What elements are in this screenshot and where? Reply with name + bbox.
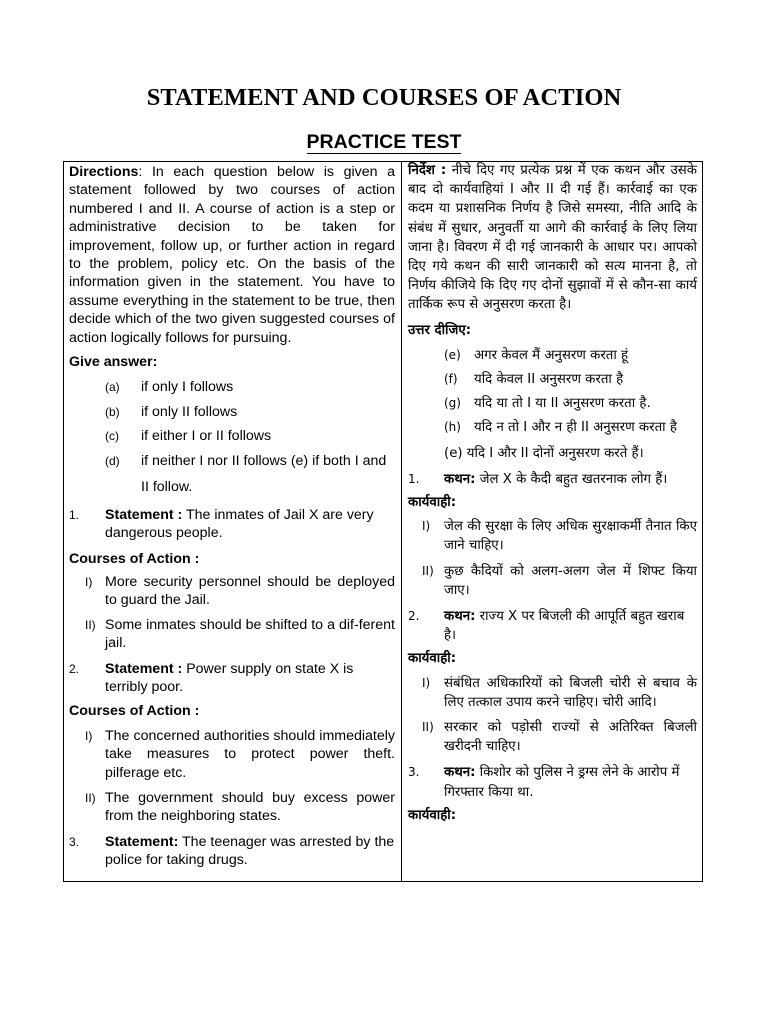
action-item [69,789,395,826]
statement-label: Statement : [105,506,183,523]
statement-number: 1. [69,507,80,522]
option-text: यदि केवल II अनुसरण करता है [474,372,624,388]
statement-number: 3. [408,765,420,780]
action-text: सरकार को पड़ोसी राज्यों से अतिरिक्त बिजली खरीदनी चाहिए। [444,720,697,755]
statement-label: कथन: [444,765,476,781]
statement-text: The teenager was arrested by the police for taking drugs. [105,833,395,869]
give-answer-heading: Give answer: [69,354,158,371]
action-item-hindi [408,718,697,756]
statement-number: 2. [69,661,80,676]
answer-option [69,378,395,396]
statement-2-hindi [408,607,697,645]
option-key: (f) [444,372,458,387]
option-text: if only II follows [141,403,238,420]
directions-paragraph [69,163,395,347]
give-answer-heading-hindi: उत्तर दीजिए: [408,322,472,338]
statement-3 [69,833,395,870]
option-key: (d) [105,453,120,468]
action-heading-hindi: कार्यवाही: [408,651,457,667]
action-text: The concerned authorities should immediately take measures to protect power theft. pilferage etc. [105,727,395,781]
option-text: यदि या तो I या II अनुसरण करता है. [474,396,651,412]
option-key: (e) [444,347,461,362]
statement-text: The inmates of Jail X are very dangerous people. [105,506,374,542]
directions-label: Directions [69,164,139,180]
statement-number: 2. [408,609,420,624]
option-text: यदि न तो I और न ही II अनुसरण करता है [474,420,677,436]
courses-of-action-heading: Courses of Action : [69,703,200,720]
action-number: II) [422,563,434,578]
option-e-hindi: (e) यदि I और II दोनों अनुसरण करते हैं। [444,445,644,461]
action-number: I) [85,574,93,589]
page-title: STATEMENT AND COURSES OF ACTION [146,84,622,111]
answer-option-hindi [408,370,697,389]
statement-text: किशोर को पुलिस ने ड्रग्स लेने के आरोप में गिरफ्तार किया था. [444,765,680,800]
action-number: I) [422,675,431,690]
answer-option [69,427,395,445]
directions-paragraph-hindi [408,161,697,315]
page-subtitle [0,131,768,154]
option-text: अगर केवल मैं अनुसरण करता हूं [474,347,629,363]
hindi-column [408,161,697,825]
directions-text-hindi: नीचे दिए गए प्रत्येक प्रश्न में एक कथन और उसके बाद दो कार्यवाहियां I और II दी गई हैं। कार्रवाई का एक कदम या प्रशासनिक निर्णय है जिसे समस्या, नीति आदि के संबंध में सुधार, अनुवर्ती या आगे की कार्रवाई के लिए लिया जाना है। विवरण में दी गई जानकारी के आधार पर। आपको दिए गये कथन की सारी जानकारी को सत्य मानना है, तो निर्णय कीजिये कि दिए गए दोनों सुझावों में से कौन-सा कार्य तार्किक रूप से अनुसरण करता है। [408,163,697,313]
statement-3-hindi [408,763,697,801]
option-key: (h) [444,420,461,435]
answer-option [69,403,395,421]
statement-1 [69,506,395,543]
action-heading-hindi: कार्यवाही: [408,495,457,511]
statement-number: 1. [408,471,420,486]
action-item [69,616,395,653]
action-number: I) [422,519,431,534]
statement-number: 3. [69,834,80,849]
answer-option [69,448,395,500]
action-text: Some inmates should be shifted to a dif-ferent jail. [105,616,395,652]
statement-text: राज्य X पर बिजली की आपूर्ति बहुत खराब है। [444,609,685,644]
action-number: II) [85,617,96,632]
statement-text: Power supply on state X is terribly poor. [105,660,354,695]
english-column [69,161,395,870]
statement-label: कथन: [444,609,476,625]
action-text: कुछ कैदियों को अलग-अलग जेल में शिफ्ट किया जाए। [444,563,697,598]
option-text: if either I or II follows [141,428,272,445]
option-key: (g) [444,396,461,411]
option-text: if neither I nor II follows (e) if both I and II follow. [141,452,387,495]
statement-1-hindi [408,470,697,489]
column-divider [401,161,402,882]
action-item-hindi [408,562,697,600]
action-item-hindi [408,517,697,555]
directions-label-hindi: निर्देश : [408,163,447,178]
action-heading-hindi: कार्यवाही: [408,807,457,823]
option-key: (a) [105,380,120,395]
option-key: (b) [105,404,120,419]
directions-text: : In each question below is given a statement followed by two courses of action numbered I and II. A course of action is a step or administrative decision to be taken for improvement, follow up, or further action in regard to the problem, policy etc. On the basis of the information given in the statement. You have to assume everything in the statement to be true, then decide which of the two given suggested courses of action logically follows for pursuing. [69,164,395,346]
option-text: if only I follows [141,379,234,396]
subtitle-text: PRACTICE TEST [306,131,462,153]
action-number: II) [85,790,96,805]
answer-option-hindi [408,418,697,437]
statement-label: Statement: [105,833,179,850]
action-text: संबंधित अधिकारियों को बिजली चोरी से बचाव के लिए तत्काल उपाय करने चाहिए। चोरी आदि। [444,675,697,710]
action-text: More security personnel should be deployed to guard the Jail. [105,573,395,609]
action-number: I) [85,728,93,743]
statement-text: जेल X के कैदी बहुत खतरनाक लोग हैं। [475,471,668,487]
answer-option-hindi [408,346,697,365]
courses-of-action-heading: Courses of Action : [69,550,200,567]
statement-2 [69,660,395,697]
action-number: II) [422,720,434,735]
answer-option-hindi [408,394,697,413]
statement-label: Statement : [105,660,183,677]
action-text: जेल की सुरक्षा के लिए अधिक सुरक्षाकर्मी तैनात किए जाने चाहिए। [444,519,697,554]
action-item-hindi [408,674,697,712]
action-text: The government should buy excess power from the neighboring states. [105,789,395,825]
action-item [69,727,395,782]
action-item [69,573,395,610]
option-key: (c) [105,429,119,444]
statement-label: कथन: [444,471,476,487]
